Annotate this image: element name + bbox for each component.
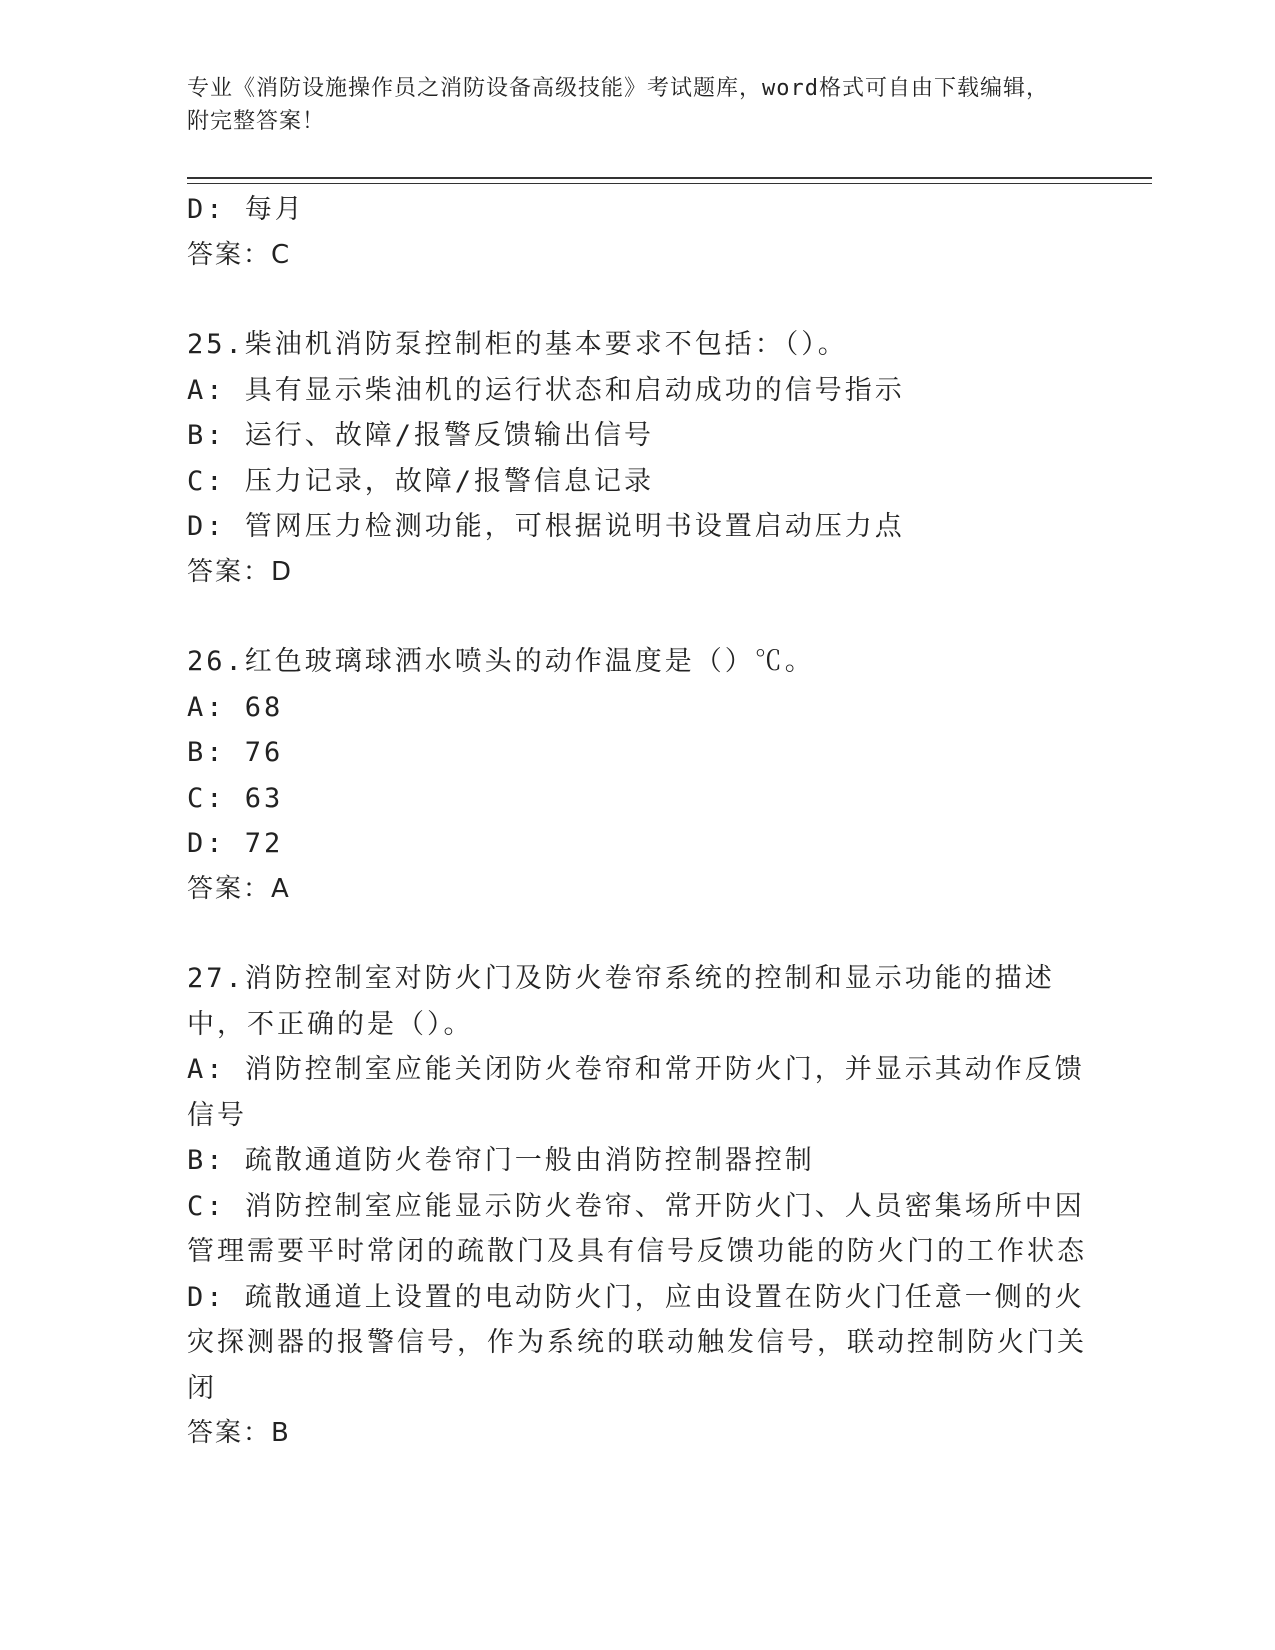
header-divider-thick	[187, 177, 1152, 179]
option-c: C: 压力记录，故障/报警信息记录	[187, 465, 655, 497]
option-b: B: 运行、故障/报警反馈输出信号	[187, 420, 655, 451]
prev-answer: 答案：C	[187, 239, 292, 270]
answer: 答案：D	[187, 556, 294, 587]
option-b: B: 疏散通道防火卷帘门一般由消防控制器控制	[187, 1145, 815, 1176]
spacer	[187, 912, 1087, 956]
document-header	[187, 72, 1067, 138]
question-stem: 26.红色玻璃球洒水喷头的动作温度是（）℃。	[187, 646, 815, 677]
option-d: D: 管网压力检测功能，可根据说明书设置启动压力点	[187, 511, 905, 542]
question-stem: 25.柴油机消防泵控制柜的基本要求不包括：（）。	[187, 329, 848, 360]
spacer	[187, 595, 1087, 639]
prev-option-d: D: 每月	[187, 194, 305, 225]
header-text: 专业《消防设施操作员之消防设备高级技能》考试题库，word格式可自由下载编辑，附完整答案！	[187, 76, 1049, 134]
option-c: C: 消防控制室应能显示防火卷帘、常开防火门、人员密集场所中因管理需要平时常闭的疏散门及具有信号反馈功能的防火门的工作状态	[187, 1190, 1087, 1267]
spacer	[187, 278, 1087, 322]
question-27	[187, 956, 1087, 1457]
option-a: A: 具有显示柴油机的运行状态和启动成功的信号指示	[187, 374, 905, 406]
option-b: B: 76	[187, 737, 284, 768]
option-c: C: 63	[187, 782, 284, 814]
header-divider-thin	[187, 183, 1152, 184]
option-d: D: 疏散通道上设置的电动防火门，应由设置在防火门任意一侧的火灾探测器的报警信号，作为系统的联动触发信号，联动控制防火门关闭	[187, 1281, 1087, 1404]
option-a: A: 消防控制室应能关闭防火卷帘和常开防火门，并显示其动作反馈信号	[187, 1054, 1085, 1131]
question-content	[187, 187, 1087, 1457]
question-25	[187, 322, 1087, 595]
answer: 答案：A	[187, 873, 291, 904]
option-d: D: 72	[187, 828, 284, 859]
option-a: A: 68	[187, 691, 284, 723]
answer: 答案：B	[187, 1418, 291, 1448]
question-stem: 27.消防控制室对防火门及防火卷帘系统的控制和显示功能的描述中，不正确的是（）。	[187, 963, 1055, 1040]
question-26	[187, 639, 1087, 912]
